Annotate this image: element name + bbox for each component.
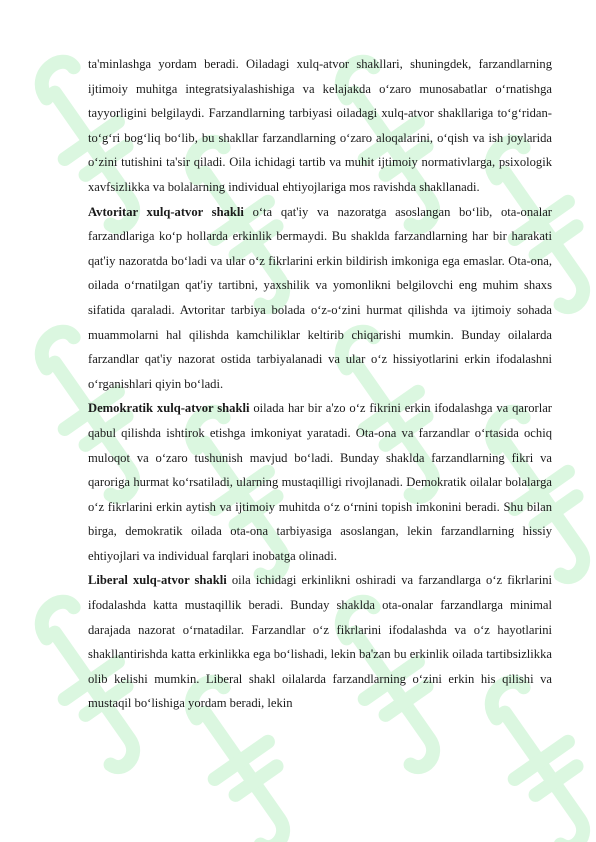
liberal-text: oila ichidagi erkinlikni oshiradi va farzandlarga o‘z fikrlarini ifodalashda katta mustaqillik beradi. Bunday shaklda ota-onalar farzandlarga minimal darajada nazorat o‘rnatadilar. Farzandlar o‘z fikrlarini ifodalashda va o‘z hayotlarini shakllantirishda katta erkinlikka ega bo‘lishadi, lekin ba'zan bu erkinlik oilada tartibsizlikka olib kelishi mumkin. Liberal shakl oilalarda farzandlarning o‘zini erkin his qilishi va mustaqil bo‘lishiga yordam beradi, lekin bbox=[88, 573, 552, 711]
intro-paragraph: ta'minlashga yordam beradi. Oiladagi xulq-atvor shakllari, shuningdek, farzandlarning ijtimoiy muhitga integratsiyalashishiga va kelajakda o‘zaro munosabatlar o‘rnatishga tayyorligini belgilaydi. Farzandlarning tarbiyasi oiladagi xulq-atvor shakllariga to‘g‘ridan-to‘g‘ri bog‘liq bo‘lib, bu shakllar farzandlarning o‘zaro aloqalarini, o‘qish va ish joylarida o‘zini tutishini ta'sir qiladi. Oila ichidagi tartib va muhit ijtimoiy normativlarga, psixologik xavfsizlikka va bolalarning individual ehtiyojlariga mos ravishda shakllanadi. bbox=[88, 57, 552, 194]
authoritarian-term: Avtoritar xulq-atvor shakli bbox=[88, 204, 244, 219]
democratic-term: Demokratik xulq-atvor shakli bbox=[88, 401, 250, 416]
authoritarian-paragraph bbox=[88, 200, 552, 397]
document-body bbox=[88, 52, 552, 716]
democratic-paragraph bbox=[88, 396, 552, 568]
authoritarian-text: o‘ta qat'iy va nazoratga asoslangan bo‘lib, ota-onalar farzandlariga ko‘p hollarda erkinlik bermaydi. Bu shaklda farzandlarning har bir harakati qat'iy nazoratda bo‘ladi va ular o‘z fikrlarini erkin bildirish imkoniga ega emaslar. Ota-ona, oilada o‘rnatilgan qat'iy tartibni, yaxshilik va yomonlikni belgilovchi eng muhim shaxs sifatida qaraladi. Avtoritar tarbiya bolada o‘z-o‘zini hurmat qilishda va ijtimoiy sohada muammolarni hal qilishda kamchiliklar keltirib chiqarishi mumkin. Bunday oilalarda farzandlar qat'iy nazorat ostida tarbiyalanadi va ular o‘z hissiyotlarini erkin ifodalashni o‘rganishlari qiyin bo‘ladi. bbox=[88, 204, 552, 391]
liberal-paragraph bbox=[88, 568, 552, 716]
democratic-text: oilada har bir a'zo o‘z fikrini erkin ifodalashga va qarorlar qabul qilishda ishtirok etishga imkoniyat yaratadi. Ota-ona va farzandlar o‘rtasida ochiq muloqot va o‘zaro tushunish mavjud bo‘ladi. Bunday shaklda farzandlarning fikri va qaroriga hurmat ko‘rsatiladi, ularning mustaqilligi rivojlanadi. Demokratik oilalar bolalarga o‘z fikrlarini erkin aytish va ijtimoiy muhitda o‘z o‘rnini topish imkonini beradi. Shu bilan birga, demokratik oilada ota-ona tarbiyasiga asoslangan, lekin farzandlarning hissiy ehtiyojlari va individual farqlari inobatga olinadi. bbox=[88, 401, 552, 563]
liberal-term: Liberal xulq-atvor shakli bbox=[88, 573, 227, 588]
